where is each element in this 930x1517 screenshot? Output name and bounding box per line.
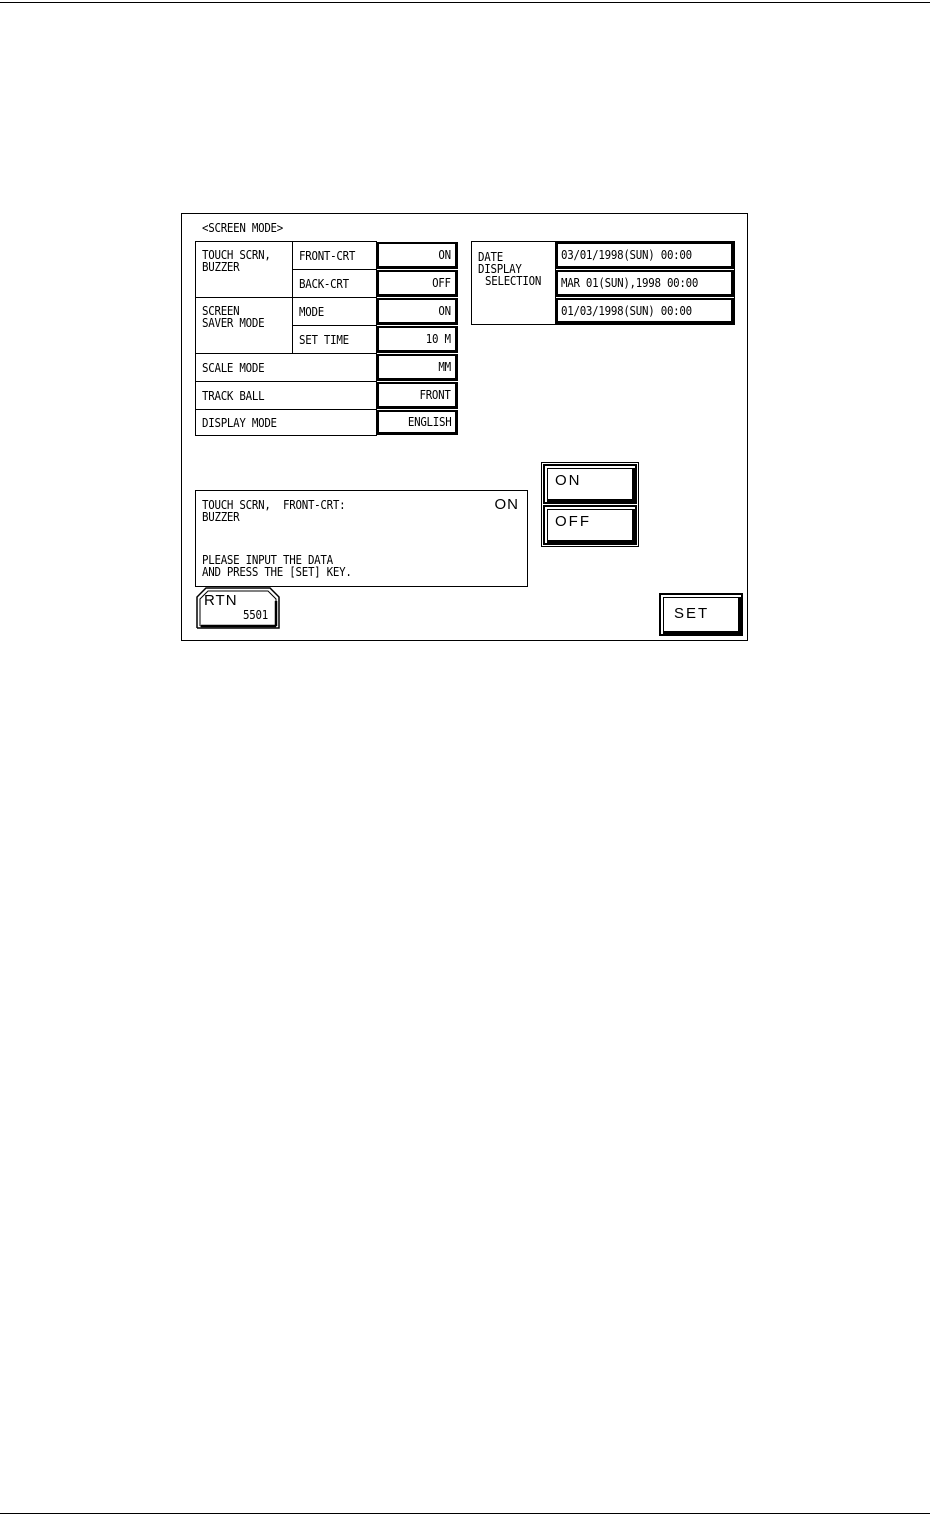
date-format-option-1[interactable] bbox=[556, 242, 734, 269]
set-time-label: SET TIME bbox=[299, 333, 349, 347]
front-crt-value-field[interactable] bbox=[377, 242, 458, 269]
set-time-label-cell bbox=[292, 325, 377, 354]
date-display-label-line2: DISPLAY bbox=[478, 262, 522, 276]
display-mode-label-cell bbox=[195, 409, 377, 436]
rtn-button-code: 5501 bbox=[243, 608, 268, 622]
page-top-rule bbox=[0, 2, 930, 3]
date-format-option-3[interactable] bbox=[556, 298, 734, 324]
set-button-label: SET bbox=[674, 605, 710, 622]
touch-scrn-label: TOUCH SCRN, bbox=[202, 248, 271, 262]
scale-mode-value: MM bbox=[438, 360, 451, 374]
back-crt-label: BACK-CRT bbox=[299, 277, 349, 291]
screen-saver-label-line2: SAVER MODE bbox=[202, 316, 265, 330]
date-display-label-cell bbox=[471, 241, 556, 325]
track-ball-label-cell bbox=[195, 381, 377, 410]
buzzer-label: BUZZER bbox=[202, 260, 240, 274]
track-ball-value-field[interactable] bbox=[377, 382, 458, 409]
back-crt-value: OFF bbox=[432, 276, 451, 290]
message-line2: BUZZER bbox=[202, 510, 240, 524]
back-crt-label-cell bbox=[292, 269, 377, 298]
date-format-option-1-text: 03/01/1998(SUN) 00:00 bbox=[561, 248, 692, 262]
screen-saver-label-line1: SCREEN bbox=[202, 304, 240, 318]
date-display-label-line1: DATE bbox=[478, 250, 503, 264]
scale-mode-label-cell bbox=[195, 353, 377, 382]
mode-label: MODE bbox=[299, 305, 324, 319]
date-display-label-line3: SELECTION bbox=[485, 274, 542, 288]
off-button-label: OFF bbox=[555, 513, 591, 530]
back-crt-value-field[interactable] bbox=[377, 270, 458, 297]
mode-label-cell bbox=[292, 297, 377, 326]
screen-title: <SCREEN MODE> bbox=[202, 221, 284, 235]
date-format-option-2[interactable] bbox=[556, 270, 734, 297]
track-ball-label: TRACK BALL bbox=[202, 389, 265, 403]
rtn-button[interactable] bbox=[196, 587, 280, 629]
display-mode-value: ENGLISH bbox=[407, 415, 451, 429]
display-mode-value-field[interactable] bbox=[377, 410, 458, 435]
screen-mode-panel bbox=[181, 213, 748, 641]
set-button[interactable] bbox=[659, 593, 743, 636]
front-crt-value: ON bbox=[438, 248, 451, 262]
page-bottom-rule bbox=[0, 1513, 930, 1514]
message-line4: AND PRESS THE [SET] KEY. bbox=[202, 565, 352, 579]
track-ball-value: FRONT bbox=[419, 388, 451, 402]
message-current-value: ON bbox=[494, 496, 519, 513]
off-button[interactable] bbox=[543, 505, 637, 545]
message-box bbox=[195, 490, 528, 587]
mode-value-field[interactable] bbox=[377, 298, 458, 325]
touch-scrn-buzzer-label-cell bbox=[195, 241, 293, 298]
scale-mode-label: SCALE MODE bbox=[202, 361, 265, 375]
date-format-option-2-text: MAR 01(SUN),1998 00:00 bbox=[561, 276, 699, 290]
on-button-label: ON bbox=[555, 472, 582, 489]
screen-saver-label-cell bbox=[195, 297, 293, 354]
on-button[interactable] bbox=[543, 464, 637, 504]
mode-value: ON bbox=[438, 304, 451, 318]
message-line3: PLEASE INPUT THE DATA bbox=[202, 553, 333, 567]
message-line1: TOUCH SCRN, FRONT-CRT: bbox=[202, 498, 346, 512]
rtn-button-label: RTN bbox=[204, 592, 238, 609]
front-crt-label-cell bbox=[292, 241, 377, 270]
date-format-option-3-text: 01/03/1998(SUN) 00:00 bbox=[561, 304, 692, 318]
display-mode-label: DISPLAY MODE bbox=[202, 416, 277, 430]
set-time-value: 10 M bbox=[426, 332, 451, 346]
set-time-value-field[interactable] bbox=[377, 326, 458, 353]
scale-mode-value-field[interactable] bbox=[377, 354, 458, 381]
front-crt-label: FRONT-CRT bbox=[299, 249, 356, 263]
